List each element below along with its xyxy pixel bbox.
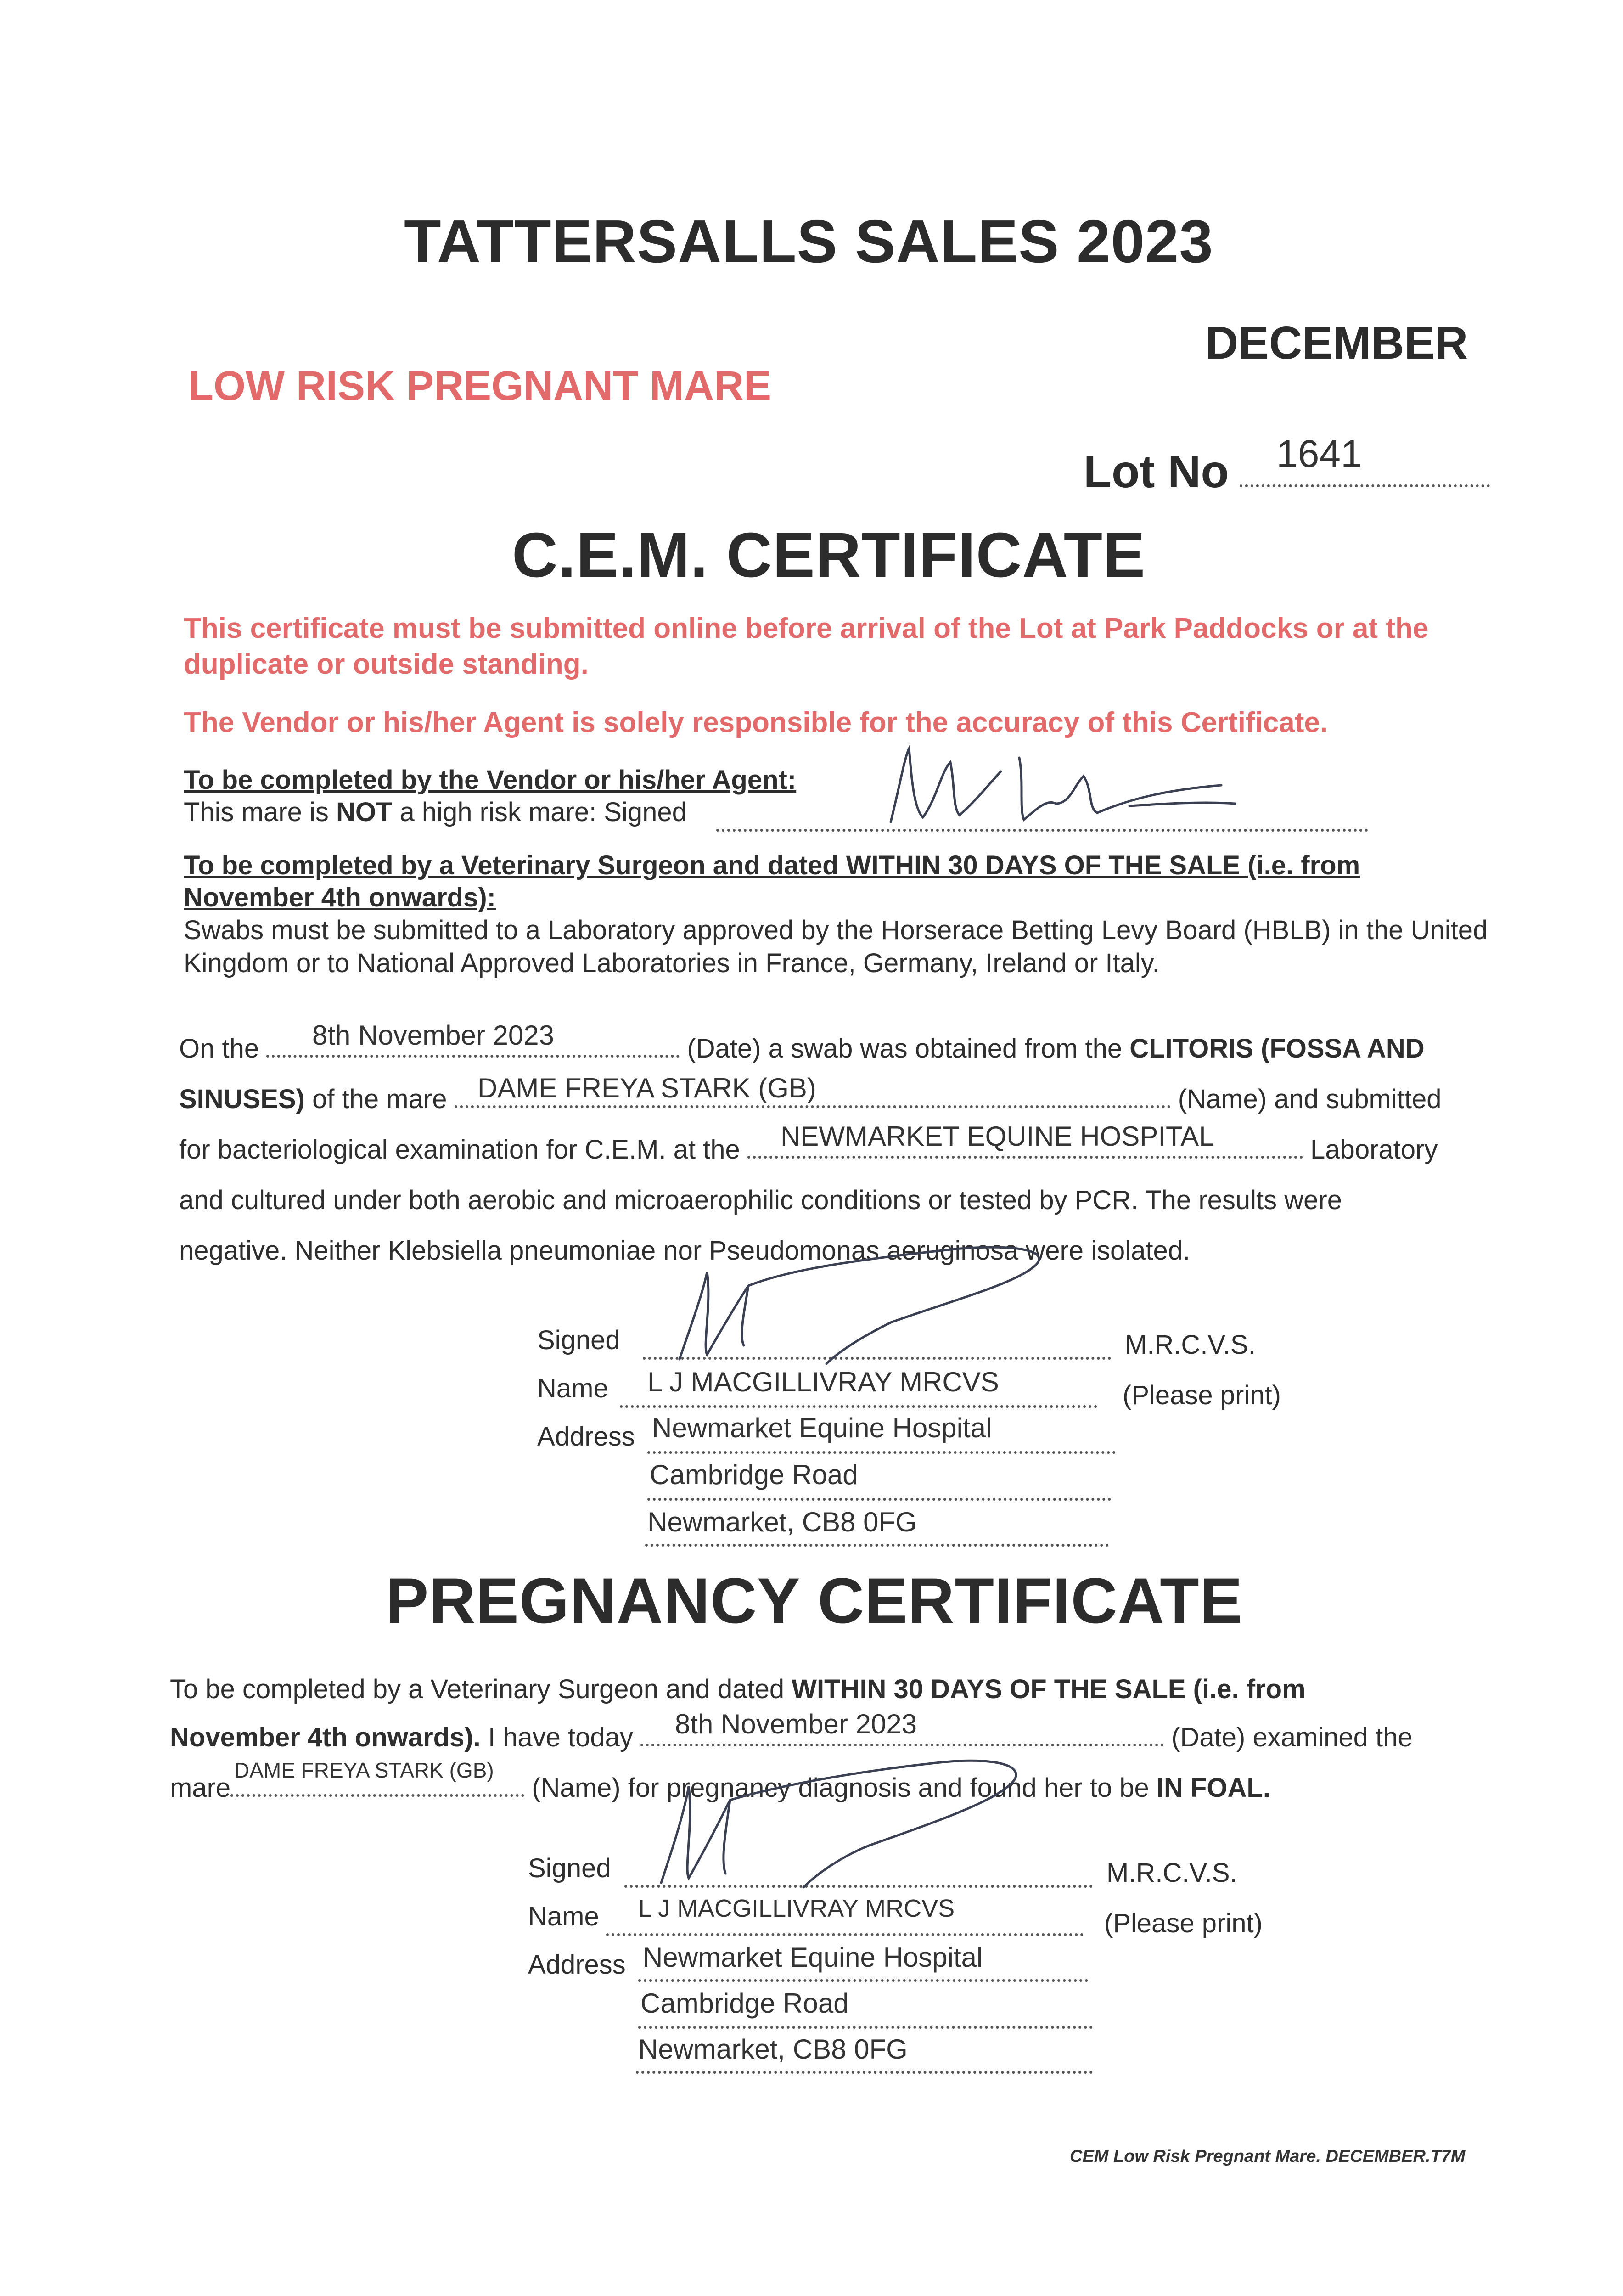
lab-name: NEWMARKET EQUINE HOSPITAL [781, 1121, 1214, 1152]
vet-intro: Swabs must be submitted to a Laboratory approved by the Horserace Betting Levy Board (HBLB) in the United Kingdom or to National Approved Laboratories in France, Germany, Ireland or Italy. [184, 915, 1488, 978]
pregnancy-signed-label: Signed [528, 1853, 611, 1883]
swab-date-field [266, 1055, 680, 1058]
pregnancy-line-1 [170, 1674, 1306, 1705]
cem-address-1: Newmarket Equine Hospital [652, 1412, 992, 1443]
pregnancy-vet-signature [620, 1736, 1125, 1901]
cem-mrcvs: M.R.C.V.S. [1125, 1330, 1256, 1360]
cem-vet-name: L J MACGILLIVRAY MRCVS [647, 1367, 999, 1397]
pregnancy-heading: PREGNANCY CERTIFICATE [386, 1564, 1243, 1637]
document-title: TATTERSALLS SALES 2023 [404, 208, 1213, 275]
date-label: (Date) a swab was obtained from the [687, 1034, 1123, 1064]
cem-address-label: Address [537, 1422, 635, 1452]
vendor-statement-not: NOT [336, 797, 393, 827]
mare-name-field [455, 1105, 1171, 1108]
swab-line-4: and cultured under both aerobic and microaerophilic conditions or tested by PCR. The results were [179, 1185, 1342, 1215]
pregnancy-address-field-1 [638, 1979, 1088, 1982]
pregnancy-line-2a: November 4th onwards). [170, 1722, 481, 1752]
lab-intro-label: for bacteriological examination for C.E.M. at the [179, 1135, 740, 1165]
pregnancy-line-3c: IN FOAL. [1156, 1773, 1270, 1803]
pregnancy-mare-field [230, 1794, 524, 1797]
cem-vet-signature [634, 1231, 1162, 1378]
swab-site-a: CLITORIS (FOSSA AND [1129, 1034, 1425, 1064]
vendor-statement-a: This mare is [184, 797, 336, 827]
vendor-signature [872, 730, 1286, 836]
of-the-mare-label: of the mare [312, 1084, 447, 1114]
pregnancy-line-2b: I have today [488, 1722, 633, 1752]
pregnancy-line-1a: To be completed by a Veterinary Surgeon and dated [170, 1674, 785, 1704]
pregnancy-address-1: Newmarket Equine Hospital [643, 1942, 983, 1973]
responsibility-notice: The Vendor or his/her Agent is solely responsible for the accuracy of this Certificate. [184, 707, 1328, 738]
pregnancy-vet-name: L J MACGILLIVRAY MRCVS [638, 1895, 955, 1922]
pregnancy-date: 8th November 2023 [675, 1709, 917, 1739]
pregnancy-name-field [606, 1933, 1084, 1936]
lab-name-field [747, 1156, 1303, 1159]
pregnancy-address-2: Cambridge Road [640, 1988, 849, 2019]
lot-label [1084, 445, 1229, 498]
pregnancy-mrcvs: M.R.C.V.S. [1106, 1858, 1237, 1888]
lot-number-field [1240, 484, 1490, 487]
cem-address-field-3 [645, 1544, 1109, 1547]
pregnancy-address-field-2 [638, 2026, 1093, 2029]
cem-signed-label: Signed [537, 1325, 620, 1355]
vendor-section-heading: To be completed by the Vendor or his/her Agent: [184, 765, 797, 795]
cem-please-print: (Please print) [1123, 1380, 1281, 1410]
pregnancy-mare-name: DAME FREYA STARK (GB) [234, 1758, 494, 1782]
cem-address-field-1 [647, 1451, 1116, 1454]
cem-address-2: Cambridge Road [650, 1459, 858, 1490]
pregnancy-please-print: (Please print) [1104, 1908, 1263, 1938]
vet-section-heading: To be completed by a Veterinary Surgeon and dated WITHIN 30 DAYS OF THE SALE (i.e. from November 4th onwards): [184, 850, 1360, 912]
cem-name-label: Name [537, 1373, 608, 1403]
swab-date: 8th November 2023 [312, 1020, 554, 1051]
pregnancy-line-3a: mare [170, 1773, 231, 1803]
pregnancy-address-field-3 [636, 2071, 1093, 2074]
pregnancy-name-label: Name [528, 1902, 599, 1931]
pregnancy-address-label: Address [528, 1950, 626, 1980]
on-the-label: On the [179, 1034, 259, 1064]
category-label: LOW RISK PREGNANT MARE [188, 363, 771, 409]
vendor-statement [184, 797, 687, 827]
pregnancy-line-3b: (Name) for pregnancy diagnosis and found her to be [532, 1773, 1149, 1803]
pregnancy-address-3: Newmarket, CB8 0FG [638, 2034, 908, 2065]
cem-address-field-2 [647, 1498, 1111, 1501]
lot-label-text: Lot No [1084, 446, 1229, 497]
sale-month: DECEMBER [1205, 317, 1468, 369]
name-and-submitted-label: (Name) and submitted [1178, 1084, 1442, 1114]
cem-heading: C.E.M. CERTIFICATE [512, 520, 1146, 591]
cem-address-3: Newmarket, CB8 0FG [647, 1507, 917, 1537]
submission-notice: This certificate must be submitted online before arrival of the Lot at Park Paddocks or at the duplicate or outside standing. [184, 613, 1429, 680]
laboratory-label: Laboratory [1310, 1135, 1438, 1165]
swab-line-5: negative. Neither Klebsiella pneumoniae nor Pseudomonas aeruginosa were isolated. [179, 1236, 1191, 1266]
vendor-statement-c: a high risk mare: Signed [392, 797, 687, 827]
form-code: CEM Low Risk Pregnant Mare. DECEMBER.T7M [1070, 2147, 1466, 2166]
cem-mare-name: DAME FREYA STARK (GB) [477, 1073, 816, 1103]
lot-number: 1641 [1276, 432, 1362, 475]
swab-site-b: SINUSES) [179, 1084, 305, 1114]
cem-name-field [620, 1405, 1097, 1408]
pregnancy-line-2c: (Date) examined the [1171, 1722, 1413, 1752]
pregnancy-line-1b: WITHIN 30 DAYS OF THE SALE (i.e. from [792, 1674, 1306, 1704]
